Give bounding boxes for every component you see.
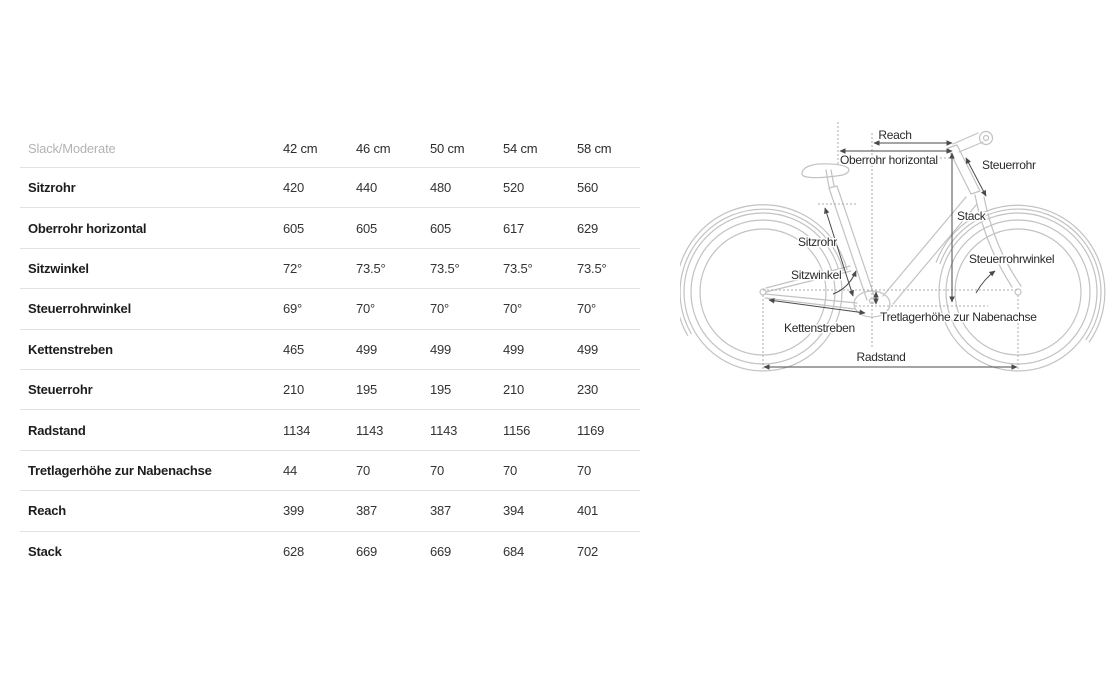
cell-value: 520 — [503, 180, 525, 196]
cell-value: 560 — [577, 180, 599, 196]
cell-value: 480 — [430, 180, 452, 196]
cell-value: 1143 — [430, 422, 458, 438]
cell-value: 73.5° — [430, 260, 460, 276]
cell-value: 230 — [577, 382, 599, 398]
cell-value: 1143 — [356, 422, 384, 438]
row-label: Radstand — [28, 422, 86, 438]
row-label: Stack — [28, 543, 62, 559]
geometry-table — [20, 130, 640, 571]
cell-value: 629 — [577, 220, 599, 236]
cell-value: 617 — [503, 220, 525, 236]
cell-value: 1134 — [283, 422, 311, 438]
row-label: Steuerrohrwinkel — [28, 301, 131, 317]
label-stack: Stack — [957, 209, 986, 223]
cell-value: 605 — [356, 220, 378, 236]
row-label: Reach — [28, 503, 67, 519]
cell-value: 1169 — [577, 422, 605, 438]
table-row — [20, 370, 640, 410]
table-row — [20, 532, 640, 571]
cell-value: 195 — [356, 382, 378, 398]
cell-value: 210 — [503, 382, 525, 398]
cell-value: 499 — [577, 341, 599, 357]
size-column-header: 42 cm — [283, 141, 318, 156]
row-label: Oberrohr horizontal — [28, 220, 147, 236]
size-column-header: 58 cm — [577, 141, 612, 156]
size-column-header: 50 cm — [430, 141, 465, 156]
size-column-header: 46 cm — [356, 141, 391, 156]
label-kettenstreben: Kettenstreben — [784, 321, 855, 335]
table-title: Slack/Moderate — [28, 141, 116, 156]
cell-value: 73.5° — [503, 260, 533, 276]
table-row — [20, 289, 640, 329]
cell-value: 70 — [356, 462, 371, 478]
cell-value: 420 — [283, 180, 305, 196]
cell-value: 210 — [283, 382, 305, 398]
cell-value: 70 — [577, 462, 592, 478]
cell-value: 499 — [503, 341, 525, 357]
row-label: Steuerrohr — [28, 382, 93, 398]
cell-value: 72° — [283, 260, 303, 276]
cell-value: 440 — [356, 180, 378, 196]
cell-value: 1156 — [503, 422, 531, 438]
cell-value: 702 — [577, 543, 599, 559]
cell-value: 669 — [356, 543, 378, 559]
cell-value: 70° — [503, 301, 523, 317]
bike-geometry-diagram — [680, 110, 1119, 390]
table-row — [20, 491, 640, 531]
front-wheel — [936, 205, 1105, 371]
cell-value: 401 — [577, 503, 599, 519]
cell-value: 69° — [283, 301, 303, 317]
label-steuerrohrwinkel: Steuerrohrwinkel — [969, 252, 1055, 266]
label-reach: Reach — [878, 128, 912, 142]
cell-value: 669 — [430, 543, 452, 559]
cell-value: 44 — [283, 462, 298, 478]
cell-value: 399 — [283, 503, 305, 519]
cell-value: 499 — [356, 341, 378, 357]
cell-value: 73.5° — [356, 260, 386, 276]
cell-value: 499 — [430, 341, 452, 357]
cell-value: 387 — [430, 503, 452, 519]
row-label: Sitzwinkel — [28, 260, 89, 276]
cell-value: 70° — [577, 301, 597, 317]
label-sitzrohr: Sitzrohr — [798, 235, 837, 249]
table-row — [20, 410, 640, 450]
cell-value: 465 — [283, 341, 305, 357]
table-row — [20, 330, 640, 370]
cell-value: 70° — [430, 301, 450, 317]
cell-value: 73.5° — [577, 260, 607, 276]
cell-value: 70° — [356, 301, 376, 317]
cell-value: 684 — [503, 543, 525, 559]
cell-value: 195 — [430, 382, 452, 398]
cell-value: 70 — [503, 462, 518, 478]
rear-wheel — [680, 205, 847, 371]
label-oberrohr-horizontal: Oberrohr horizontal — [840, 153, 938, 167]
table-row — [20, 168, 640, 208]
label-steuerrohr: Steuerrohr — [982, 158, 1036, 172]
row-label: Sitzrohr — [28, 180, 76, 196]
table-row — [20, 208, 640, 248]
cell-value: 394 — [503, 503, 525, 519]
label-sitzwinkel: Sitzwinkel — [791, 268, 842, 282]
row-label: Tretlagerhöhe zur Nabenachse — [28, 462, 212, 478]
cell-value: 387 — [356, 503, 378, 519]
table-row — [20, 249, 640, 289]
size-column-header: 54 cm — [503, 141, 538, 156]
row-label: Kettenstreben — [28, 341, 113, 357]
cell-value: 605 — [283, 220, 305, 236]
label-tretlagerhoehe: Tretlagerhöhe zur Nabenachse — [880, 310, 1037, 324]
cell-value: 605 — [430, 220, 452, 236]
cell-value: 628 — [283, 543, 305, 559]
table-row — [20, 451, 640, 491]
table-header-row — [20, 130, 640, 168]
label-radstand: Radstand — [856, 350, 906, 364]
cell-value: 70 — [430, 462, 445, 478]
